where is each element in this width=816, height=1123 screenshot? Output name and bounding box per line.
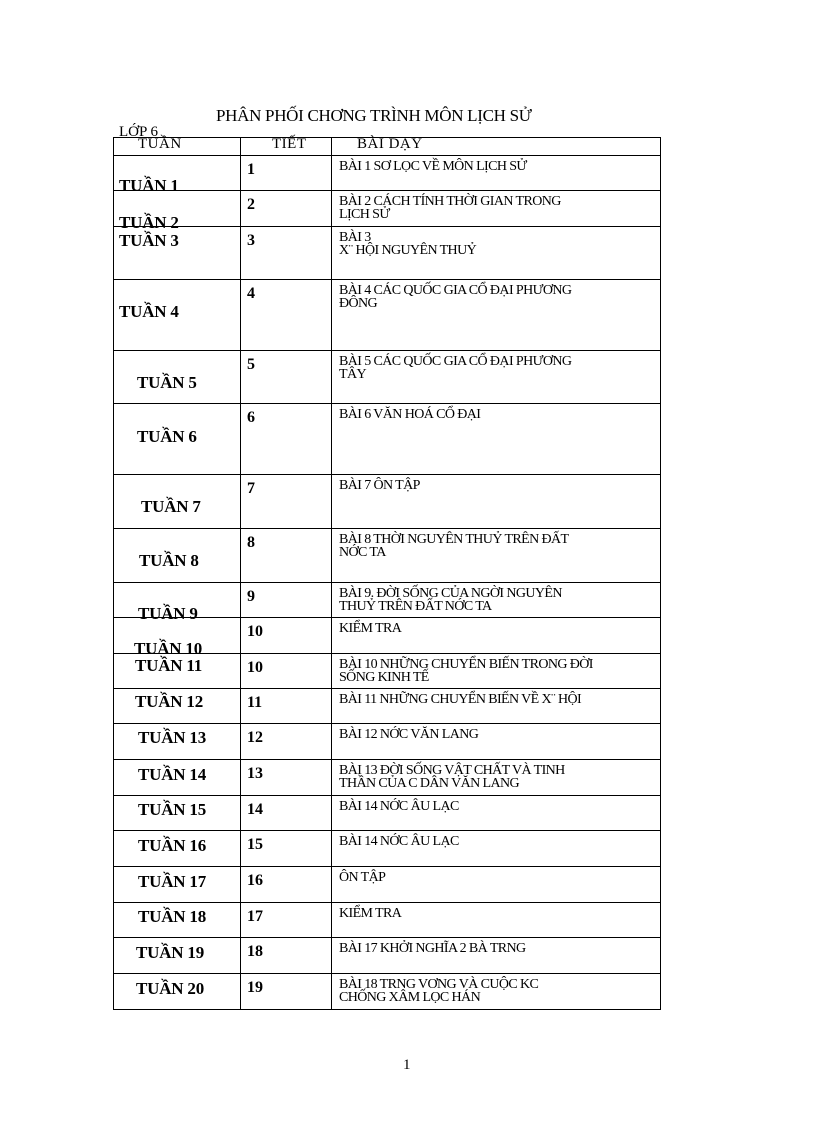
period-cell: 1: [247, 161, 255, 178]
week-cell: TUẦN 13: [138, 728, 207, 747]
table-border-horizontal: [113, 190, 661, 191]
table-border-horizontal: [113, 866, 661, 867]
lesson-cell-line: BÀI 13 ĐỜI SỐNG VẬT CHẤT VÀ TINH: [339, 763, 565, 778]
table-header-lesson: BÀI DẠY: [357, 136, 423, 152]
week-cell: TUẦN 19: [136, 943, 205, 962]
grade-label: LỚP 6: [119, 124, 159, 140]
page-number: 1: [403, 1057, 411, 1073]
table-border-horizontal: [113, 226, 661, 227]
table-border-horizontal: [113, 279, 661, 280]
lesson-cell-line: TÂY: [339, 367, 366, 382]
lesson-cell-line: SỐNG KINH TẾ: [339, 670, 429, 685]
lesson-cell-line: BÀI 5 CÁC QUỐC GIA CỔ ĐẠI PHƯƠNG: [339, 354, 572, 369]
week-cell: TUẦN 17: [138, 872, 207, 891]
table-border-horizontal: [113, 528, 661, 529]
period-cell: 15: [247, 836, 263, 853]
table-border-horizontal: [113, 688, 661, 689]
table-border-vertical: [660, 137, 661, 1010]
lesson-cell-line: BÀI 14 NỚC ÂU LẠC: [339, 834, 459, 849]
week-cell: TUẦN 8: [139, 551, 199, 570]
period-cell: 11: [247, 694, 263, 711]
week-cell: TUẦN 20: [136, 979, 205, 998]
week-cell: TUẦN 7: [141, 497, 201, 516]
page-title: PHÂN PHỐI CHƠNG TRÌNH MÔN LỊCH SỬ: [216, 106, 532, 125]
period-cell: 19: [247, 979, 263, 996]
table-border-vertical: [331, 137, 332, 1010]
lesson-cell-line: BÀI 1 SƠ LỌC VỀ MÔN LỊCH SỬ: [339, 159, 527, 174]
table-border-horizontal: [113, 582, 661, 583]
period-cell: 10: [247, 623, 263, 640]
lesson-cell-line: LỊCH SỬ: [339, 207, 390, 222]
week-cell: TUẦN 3: [119, 231, 179, 250]
table-border-horizontal: [113, 723, 661, 724]
lesson-cell-line: BÀI 4 CÁC QUỐC GIA CỔ ĐẠI PHƯƠNG: [339, 283, 572, 298]
period-cell: 17: [247, 908, 263, 925]
period-cell: 14: [247, 801, 263, 818]
lesson-cell-line: CHỐNG XÂM LỌC HÁN: [339, 990, 481, 1005]
lesson-cell-line: BÀI 10 NHỮNG CHUYỂN BIẾN TRONG ĐỜI: [339, 657, 593, 672]
lesson-cell-line: X¨ HỘI NGUYÊN THUỶ: [339, 243, 477, 258]
period-cell: 18: [247, 943, 263, 960]
week-cell: TUẦN 11: [135, 656, 203, 675]
week-cell: TUẦN 10: [134, 639, 203, 658]
period-cell: 4: [247, 285, 255, 302]
lesson-cell-line: ÔN TẬP: [339, 870, 386, 885]
week-cell: TUẦN 14: [138, 765, 207, 784]
lesson-cell-line: NỚC TA: [339, 545, 386, 560]
lesson-cell-line: ĐÔNG: [339, 296, 378, 311]
table-header-period: TIẾT: [272, 136, 307, 152]
period-cell: 5: [247, 356, 255, 373]
period-cell: 6: [247, 409, 255, 426]
table-header-week: TUẦN: [138, 136, 182, 152]
week-cell: TUẦN 1: [119, 176, 179, 195]
period-cell: 8: [247, 534, 255, 551]
lesson-cell-line: BÀI 11 NHỮNG CHUYỂN BIẾN VỀ X¨ HỘI: [339, 692, 582, 707]
week-cell: TUẦN 5: [137, 373, 197, 392]
table-border-horizontal: [113, 795, 661, 796]
week-cell: TUẦN 9: [138, 604, 198, 623]
table-border-horizontal: [113, 403, 661, 404]
lesson-cell-line: BÀI 12 NỚC VĂN LANG: [339, 727, 479, 742]
lesson-cell-line: KIỂM TRA: [339, 906, 402, 921]
lesson-cell-line: BÀI 3: [339, 230, 371, 245]
table-border-horizontal: [113, 1009, 661, 1010]
table-border-horizontal: [113, 973, 661, 974]
lesson-cell-line: BÀI 2 CÁCH TÍNH THỜI GIAN TRONG: [339, 194, 561, 209]
lesson-cell-line: BÀI 17 KHỞI NGHĨA 2 BÀ TRNG: [339, 941, 526, 956]
table-border-horizontal: [113, 474, 661, 475]
period-cell: 12: [247, 729, 263, 746]
lesson-cell-line: BÀI 7 ÔN TẬP: [339, 478, 420, 493]
table-border-horizontal: [113, 937, 661, 938]
week-cell: TUẦN 12: [135, 692, 204, 711]
lesson-cell-line: BÀI 14 NỚC ÂU LẠC: [339, 799, 459, 814]
period-cell: 3: [247, 232, 255, 249]
week-cell: TUẦN 6: [137, 427, 197, 446]
period-cell: 7: [247, 480, 255, 497]
table-border-horizontal: [113, 350, 661, 351]
table-border-vertical: [113, 137, 114, 1010]
table-border-horizontal: [113, 155, 661, 156]
lesson-cell-line: BÀI 8 THỜI NGUYÊN THUỶ TRÊN ĐẤT: [339, 532, 569, 547]
period-cell: 16: [247, 872, 263, 889]
period-cell: 13: [247, 765, 263, 782]
lesson-cell-line: BÀI 18 TRNG VƠNG VÀ CUỘC KC: [339, 977, 539, 992]
period-cell: 9: [247, 588, 255, 605]
lesson-cell-line: BÀI 6 VĂN HOÁ CỔ ĐẠI: [339, 407, 481, 422]
table-border-horizontal: [113, 759, 661, 760]
period-cell: 10: [247, 659, 263, 676]
lesson-cell-line: BÀI 9. ĐỜI SỐNG CỦA NGỜI NGUYÊN: [339, 586, 562, 601]
week-cell: TUẦN 4: [119, 302, 179, 321]
table-border-horizontal: [113, 902, 661, 903]
week-cell: TUẦN 2: [119, 213, 179, 232]
week-cell: TUẦN 18: [138, 907, 207, 926]
table-border-horizontal: [113, 830, 661, 831]
lesson-cell-line: KIỂM TRA: [339, 621, 402, 636]
period-cell: 2: [247, 196, 255, 213]
week-cell: TUẦN 16: [138, 836, 207, 855]
lesson-cell-line: THẦN CỦA C DÂN VĂN LANG: [339, 776, 519, 791]
table-border-vertical: [240, 137, 241, 1010]
week-cell: TUẦN 15: [138, 800, 207, 819]
lesson-cell-line: THUỶ TRÊN ĐẤT NỚC TA: [339, 599, 492, 614]
